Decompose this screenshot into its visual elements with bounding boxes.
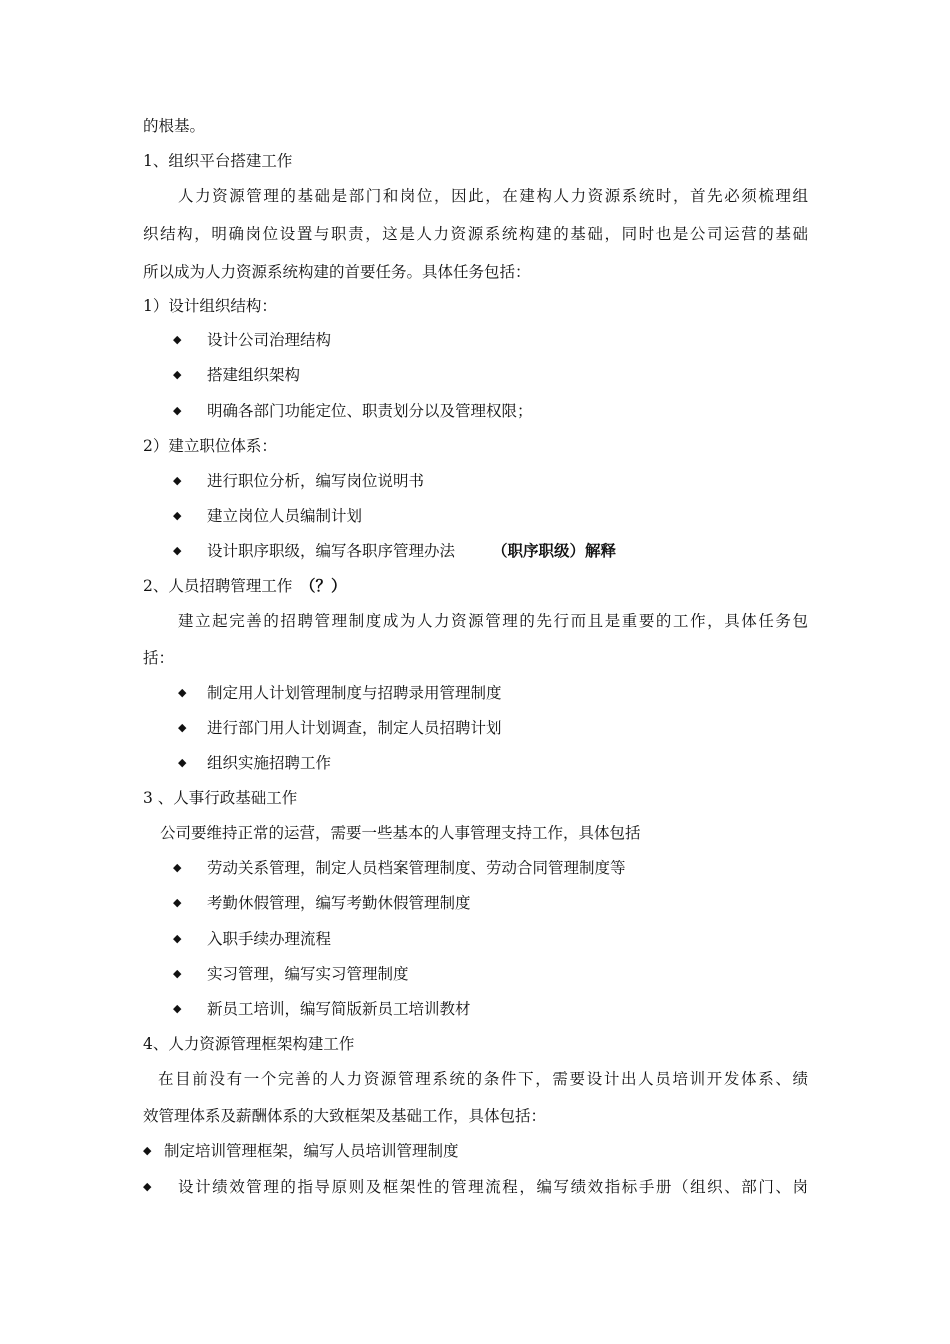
list-item: 制定用人计划管理制度与招聘录用管理制度 <box>207 684 502 702</box>
list-item: 设计公司治理结构 <box>207 331 332 349</box>
list-item: 制定培训管理框架，编写人员培训管理制度 <box>164 1142 459 1160</box>
subsection-heading: 2）建立职位体系： <box>143 437 277 455</box>
bullet-icon: ◆ <box>173 967 182 980</box>
text-line: 的根基。 <box>143 117 206 135</box>
bullet-icon: ◆ <box>173 1002 182 1015</box>
bullet-icon: ◆ <box>178 721 187 734</box>
paragraph-line: 括： <box>143 649 175 667</box>
section-heading: 4、人力资源管理框架构建工作 <box>143 1035 355 1053</box>
bullet-icon: ◆ <box>143 1144 152 1157</box>
bullet-icon: ◆ <box>173 896 182 909</box>
section-heading: 1、组织平台搭建工作 <box>143 152 293 170</box>
bullet-icon: ◆ <box>173 368 182 381</box>
bullet-icon: ◆ <box>173 404 182 417</box>
bullet-icon: ◆ <box>173 474 182 487</box>
bullet-icon: ◆ <box>173 509 182 522</box>
paragraph-line: 在目前没有一个完善的人力资源管理系统的条件下，需要设计出人员培训开发体系、绩 <box>158 1070 808 1088</box>
list-item: 考勤休假管理，编写考勤休假管理制度 <box>207 894 471 912</box>
paragraph-line: 织结构，明确岗位设置与职责，这是人力资源系统构建的基础，同时也是公司运营的基础 <box>143 225 808 243</box>
bold-annotation: （职序职级）解释 <box>492 541 617 560</box>
list-item: 实习管理，编写实习管理制度 <box>207 965 409 983</box>
bullet-icon: ◆ <box>173 861 182 874</box>
question-mark-annotation: （？） <box>300 576 347 595</box>
bullet-icon: ◆ <box>178 686 187 699</box>
section-heading: 3 、人事行政基础工作 <box>143 789 298 807</box>
list-item: 明确各部门功能定位、职责划分以及管理权限； <box>207 402 533 420</box>
bullet-icon: ◆ <box>173 932 182 945</box>
paragraph-line: 建立起完善的招聘管理制度成为人力资源管理的先行而且是重要的工作，具体任务包 <box>178 612 808 630</box>
list-item: 入职手续办理流程 <box>207 930 332 948</box>
section-heading: 2、人员招聘管理工作 <box>143 577 293 595</box>
paragraph-line: 人力资源管理的基础是部门和岗位，因此，在建构人力资源系统时，首先必须梳理组 <box>178 187 808 205</box>
list-item: 设计职序职级，编写各职序管理办法 <box>207 542 456 560</box>
list-item: 劳动关系管理，制定人员档案管理制度、劳动合同管理制度等 <box>207 859 626 877</box>
bullet-icon: ◆ <box>173 333 182 346</box>
bullet-icon: ◆ <box>143 1180 152 1193</box>
bullet-icon: ◆ <box>173 544 182 557</box>
paragraph-line: 效管理体系及薪酬体系的大致框架及基础工作，具体包括： <box>143 1107 547 1125</box>
bullet-icon: ◆ <box>178 756 187 769</box>
paragraph-line: 公司要维持正常的运营，需要一些基本的人事管理支持工作，具体包括 <box>160 824 641 842</box>
subsection-heading: 1）设计组织结构： <box>143 297 277 315</box>
list-item: 新员工培训，编写简版新员工培训教材 <box>207 1000 471 1018</box>
list-item: 组织实施招聘工作 <box>207 754 332 772</box>
list-item: 进行部门用人计划调查，制定人员招聘计划 <box>207 719 502 737</box>
list-item: 进行职位分析，编写岗位说明书 <box>207 472 425 490</box>
list-item: 搭建组织架构 <box>207 366 301 384</box>
paragraph-line: 所以成为人力资源系统构建的首要任务。具体任务包括： <box>143 263 531 281</box>
list-item: 建立岗位人员编制计划 <box>207 507 363 525</box>
list-item: 设计绩效管理的指导原则及框架性的管理流程，编写绩效指标手册（组织、部门、岗 <box>178 1178 808 1196</box>
